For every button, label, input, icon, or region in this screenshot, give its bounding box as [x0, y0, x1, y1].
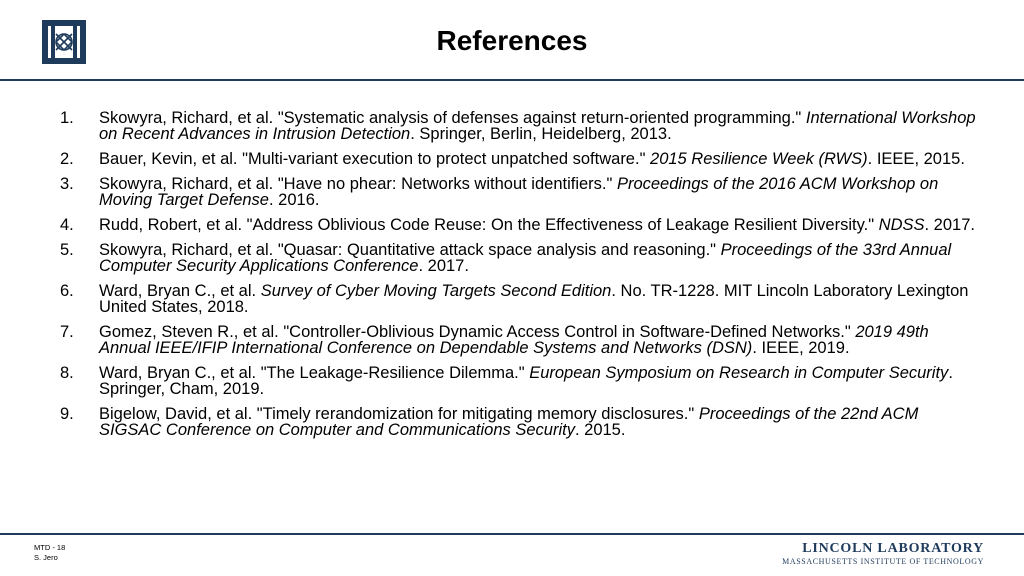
reference-details: . 2015.	[574, 421, 626, 439]
reference-authors-title: Skowyra, Richard, et al. "Systematic analysis of defenses against return-oriented programming."	[99, 109, 806, 127]
reference-text	[99, 365, 980, 397]
reference-text	[99, 151, 980, 167]
reference-number: 2.	[60, 150, 74, 168]
reference-text	[99, 176, 980, 208]
reference-venue: International Workshop on Recent Advances in Intrusion Detection	[99, 109, 976, 143]
reference-number: 6.	[60, 282, 74, 300]
reference-number: 4.	[60, 216, 74, 234]
reference-details: . IEEE, 2015.	[867, 150, 965, 168]
reference-item	[60, 151, 980, 167]
reference-authors-title: Bauer, Kevin, et al. "Multi-variant execution to protect unpatched software."	[99, 150, 651, 168]
reference-text	[99, 217, 980, 233]
reference-venue: Proceedings of the 2016 ACM Workshop on Moving Target Defense	[99, 175, 939, 209]
reference-details: . Springer, Berlin, Heidelberg, 2013.	[410, 125, 672, 143]
lab-name: LINCOLN LABORATORY	[802, 541, 984, 556]
reference-text	[99, 324, 980, 356]
reference-item	[60, 324, 980, 356]
reference-text	[99, 406, 980, 438]
reference-details: . 2017.	[418, 257, 469, 275]
reference-text	[99, 110, 980, 142]
reference-details: . No. TR-1228. MIT Lincoln Laboratory Lexington United States, 2018.	[99, 282, 969, 316]
reference-item	[60, 217, 980, 233]
reference-authors-title: Rudd, Robert, et al. "Address Oblivious Code Reuse: On the Effectiveness of Leakage Resilient Diversity."	[99, 216, 879, 234]
reference-number: 5.	[60, 241, 74, 259]
reference-details: . 2016.	[269, 191, 320, 209]
reference-text	[99, 242, 980, 274]
reference-venue: Survey of Cyber Moving Targets Second Edition	[260, 282, 612, 300]
reference-venue: NDSS	[878, 216, 925, 234]
institute-name: MASSACHUSETTS INSTITUTE OF TECHNOLOGY	[782, 557, 984, 566]
reference-venue: Proceedings of the 22nd ACM SIGSAC Conference on Computer and Communications Security	[99, 405, 919, 439]
reference-authors-title: Ward, Bryan C., et al. "The Leakage-Resilience Dilemma."	[99, 364, 530, 382]
reference-item	[60, 242, 980, 274]
footer-divider	[0, 533, 1024, 535]
reference-item	[60, 110, 980, 142]
footer	[34, 543, 65, 563]
reference-number: 3.	[60, 175, 74, 193]
reference-authors-title: Bigelow, David, et al. "Timely rerandomization for mitigating memory disclosures."	[99, 405, 699, 423]
lincoln-laboratory-wordmark	[782, 541, 984, 567]
reference-number: 1.	[60, 109, 74, 127]
reference-item	[60, 365, 980, 397]
reference-authors-title: Skowyra, Richard, et al. "Have no phear: Networks without identifiers."	[99, 175, 617, 193]
header-divider	[0, 79, 1024, 81]
reference-details: . 2017.	[924, 216, 975, 234]
reference-list	[60, 110, 980, 447]
reference-details: . IEEE, 2019.	[752, 339, 850, 357]
reference-venue: European Symposium on Research in Computer Security	[529, 364, 949, 382]
author-name: S. Jero	[34, 553, 58, 562]
slide-number: MTD - 18	[34, 543, 66, 552]
reference-authors-title: Ward, Bryan C., et al.	[99, 282, 261, 300]
reference-item	[60, 406, 980, 438]
reference-text	[99, 283, 980, 315]
reference-venue: Proceedings of the 33rd Annual Computer Security Applications Conference	[99, 241, 952, 275]
reference-number: 8.	[60, 364, 74, 382]
reference-authors-title: Gomez, Steven R., et al. "Controller-Oblivious Dynamic Access Control in Software-Defined Networks."	[99, 323, 856, 341]
reference-number: 7.	[60, 323, 74, 341]
reference-item	[60, 283, 980, 315]
reference-number: 9.	[60, 405, 74, 423]
reference-authors-title: Skowyra, Richard, et al. "Quasar: Quantitative attack space analysis and reasoning."	[99, 241, 721, 259]
reference-venue: 2019 49th Annual IEEE/IFIP International Conference on Dependable Systems and Networks (DSN)	[99, 323, 929, 357]
reference-venue: 2015 Resilience Week (RWS)	[650, 150, 868, 168]
reference-details: . Springer, Cham, 2019.	[99, 364, 953, 398]
page-title: References	[436, 25, 588, 56]
reference-item	[60, 176, 980, 208]
